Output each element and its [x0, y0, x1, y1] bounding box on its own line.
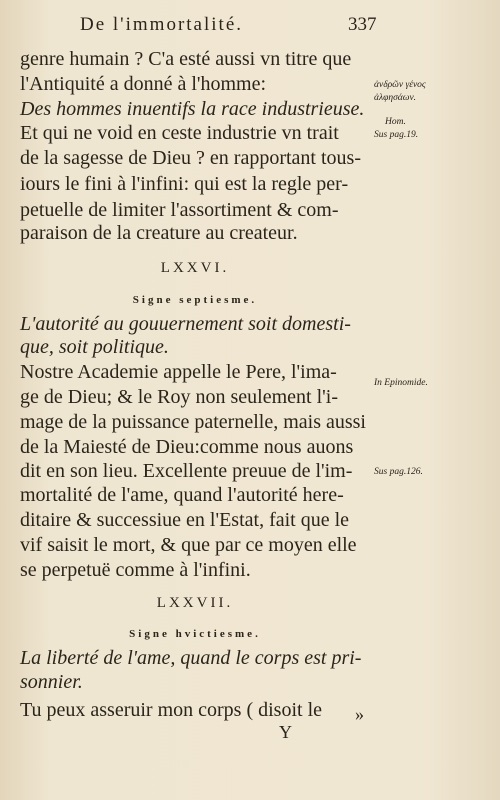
margin-note-reference: Sus pag.126.	[374, 467, 423, 477]
margin-note-hom: Hom.	[385, 117, 406, 127]
text-line: petuelle de limiter l'assortiment & com-	[20, 199, 339, 221]
signature-mark: Y	[279, 722, 292, 742]
page-number: 337	[348, 14, 377, 35]
margin-note-reference: Sus pag.19.	[374, 130, 419, 140]
text-line: dit en son lieu. Excellente preuue de l'im-	[20, 460, 353, 482]
text-line: vif saisit le mort, & que par ce moyen elle	[20, 534, 357, 556]
text-line: ditaire & successiue en l'Estat, fait que le	[20, 509, 350, 531]
text-line: l'Antiquité a donné à l'homme:	[20, 73, 267, 95]
quote-line: Des hommes inuentifs la race industrieuse.	[20, 98, 365, 120]
text-line: de la Maiesté de Dieu:comme nous auons	[20, 436, 354, 458]
text-line: ge de Dieu; & le Roy non seulement l'i-	[20, 386, 338, 408]
text-line: Tu peux asseruir mon corps ( disoit le	[20, 699, 323, 721]
section-title: La liberté de l'ame, quand le corps est pri-	[20, 647, 362, 669]
text-line: Nostre Academie appelle le Pere, l'ima-	[20, 361, 337, 383]
margin-note-greek: ἀλφησάων.	[374, 93, 417, 103]
text-line: mortalité de l'ame, quand l'autorité here-	[20, 484, 344, 506]
section-title: sonnier.	[20, 671, 83, 693]
text-line: de la sagesse de Dieu ? en rapportant tous-	[20, 147, 361, 169]
catchword: »	[355, 704, 364, 724]
text-line: se perpetuë comme à l'infini.	[20, 559, 251, 581]
section-title: que, soit politique.	[20, 336, 169, 358]
running-title: De l'immortalité.	[80, 14, 244, 35]
text-line: Et qui ne void en ceste industrie vn trait	[20, 122, 339, 144]
section-title: L'autorité au gouuernement soit domesti-	[20, 313, 351, 335]
section-number: LXXVI.	[160, 260, 230, 276]
text-line: paraison de la creature au createur.	[20, 222, 298, 244]
section-sign: Signe hvictiesme.	[129, 628, 261, 640]
section-number: LXXVII.	[156, 595, 234, 611]
text-line: genre humain ? C'a esté aussi vn titre que	[20, 48, 352, 70]
margin-note-epinomide: In Epinomide.	[374, 378, 428, 388]
margin-note-greek: ἀνδρῶν γένος	[374, 80, 426, 90]
section-sign: Signe septiesme.	[132, 294, 258, 306]
text-line: mage de la puissance paternelle, mais aussi	[20, 411, 366, 433]
text-line: iours le fini à l'infini: qui est la regle per-	[20, 173, 349, 195]
